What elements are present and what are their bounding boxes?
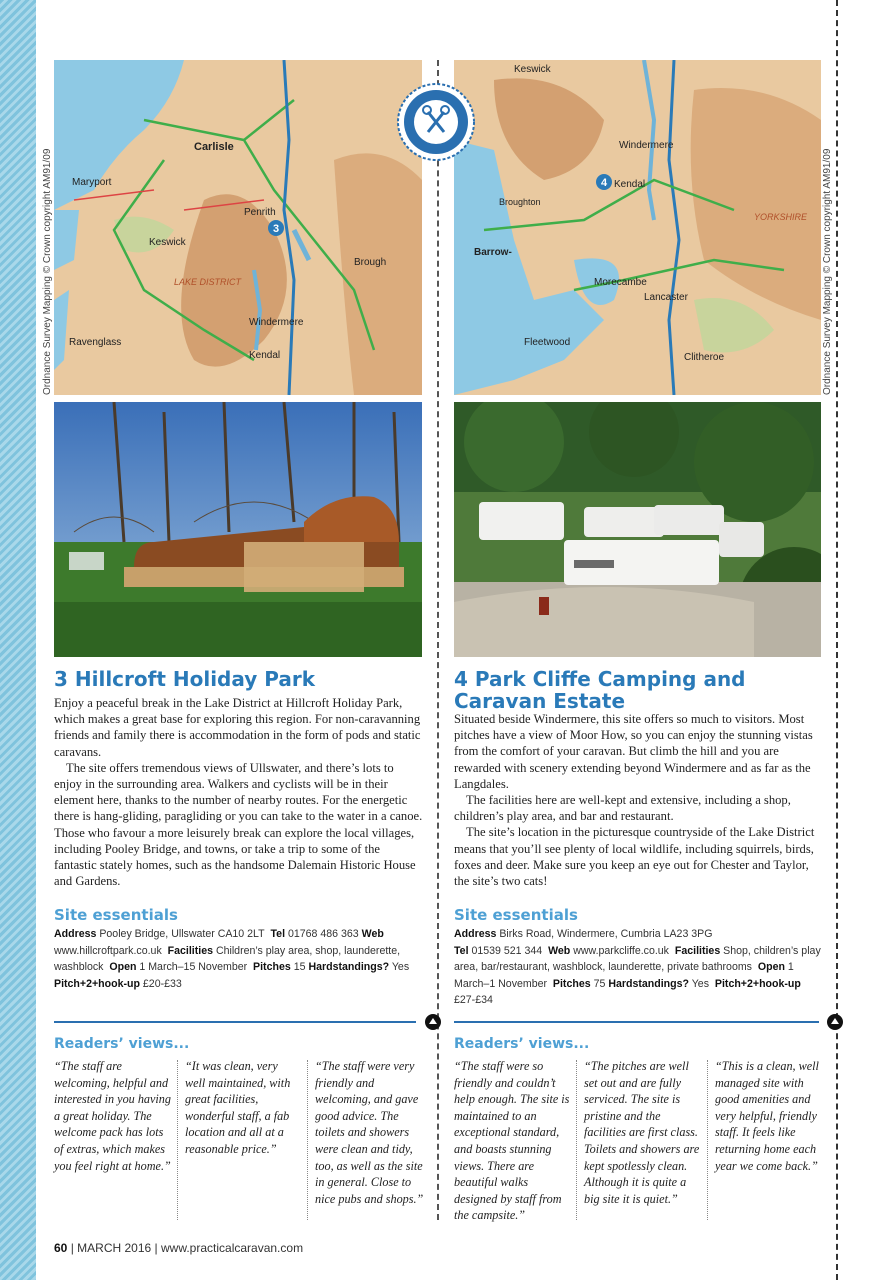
svg-text:Broughton: Broughton	[499, 197, 541, 207]
park3-quote-1: “The staff are welcoming, helpful and interested in you having a great holiday. The welcome pack has lots of extras, which makes you feel right at home.”	[54, 1059, 171, 1173]
svg-text:YORKSHIRE: YORKSHIRE	[754, 212, 808, 222]
quote-divider	[707, 1060, 708, 1220]
hardstandings-value: Yes	[691, 977, 710, 990]
park3-essentials	[54, 926, 424, 992]
svg-text:Windermere: Windermere	[249, 317, 304, 328]
cut-line	[836, 0, 838, 1280]
svg-text:Ravenglass: Ravenglass	[69, 337, 122, 348]
left-map	[54, 60, 422, 395]
column-divider	[437, 60, 439, 1220]
svg-text:Barrow-: Barrow-	[474, 247, 512, 258]
caravan-icon	[424, 1013, 442, 1031]
open-label: Open	[109, 961, 137, 973]
web-link[interactable]: www.hillcroftpark.co.uk	[54, 944, 162, 957]
open-label: Open	[757, 961, 785, 973]
hardstandings-label: Hardstandings?	[608, 977, 689, 990]
park3-paragraph-1: Enjoy a peaceful break in the Lake District at Hillcroft Holiday Park, which makes a great base for exploring this region. For non-caravanning friends and family there is accommodation in the form of pods and static caravans.	[54, 696, 421, 759]
tel-label: Tel	[454, 944, 469, 957]
hardstandings-value: Yes	[391, 961, 410, 973]
right-map	[454, 60, 821, 395]
page-number: 60	[54, 1241, 68, 1255]
park4-quote-3: “This is a clean, well managed site with good amenities and very helpful, friendly staff. It feels like returning home each year we come back.”	[715, 1059, 819, 1173]
map-credit-right: Ordnance Survey Mapping © Crown copyright AM91/09	[822, 148, 833, 395]
park4-essentials	[454, 926, 824, 1009]
park3-title: 3 Hillcroft Holiday Park	[54, 667, 316, 691]
pitches-value: 75	[593, 977, 606, 990]
tel-value: 01768 486 363	[287, 928, 359, 940]
address-value: Pooley Bridge, Ullswater CA10 2LT	[99, 928, 265, 940]
price-value: £20-£33	[142, 977, 182, 990]
svg-text:LAKE DISTRICT: LAKE DISTRICT	[174, 277, 242, 287]
park4-paragraph-2: The facilities here are well-kept and extensive, including a shop, children’s play area, and bar and restaurant.	[454, 793, 791, 824]
pitches-label: Pitches	[552, 977, 591, 990]
open-value: 1 March–1 November	[454, 961, 794, 990]
park3-essentials-heading: Site essentials	[54, 906, 178, 924]
photo-park-cliffe-caravans	[454, 402, 821, 657]
quote-divider	[177, 1060, 178, 1220]
address-label: Address	[454, 928, 497, 940]
svg-text:Carlisle: Carlisle	[194, 141, 234, 153]
map-marker-4: 4	[600, 177, 608, 189]
section-rule-right	[454, 1021, 819, 1023]
svg-text:Kendal: Kendal	[614, 179, 646, 190]
park4-title: 4 Park Cliffe Camping and Caravan Estate	[454, 667, 746, 713]
map-marker-3: 3	[272, 223, 280, 235]
price-value: £27-£34	[454, 994, 493, 1006]
park4-essentials-heading: Site essentials	[454, 906, 578, 924]
quote-divider	[576, 1060, 577, 1220]
open-value: 1 March–15 November	[139, 961, 248, 973]
web-link[interactable]: www.parkcliffe.co.uk	[573, 944, 669, 957]
park4-readers-heading: Readers’ views...	[454, 1036, 590, 1052]
map-credit-left: Ordnance Survey Mapping © Crown copyright AM91/09	[42, 148, 53, 395]
caravan-icon	[826, 1013, 844, 1031]
svg-text:Keswick: Keswick	[149, 237, 186, 248]
svg-text:Brough: Brough	[354, 257, 387, 268]
park4-quote-1: “The staff were so friendly and couldn’t help enough. The site is maintained to an exceptional standard, and boasts stunning views. There are beautiful walks designed by staff from the campsite.”	[454, 1059, 570, 1223]
svg-text:Keswick: Keswick	[514, 64, 551, 75]
svg-text:Clitheroe: Clitheroe	[684, 352, 725, 363]
cut-out-keep-stamp	[396, 82, 476, 162]
address-label: Address	[54, 928, 97, 940]
facilities-value: Children’s play area, shop, launderette, washblock	[54, 944, 401, 973]
decorative-side-strip	[0, 0, 36, 1280]
svg-text:Penrith: Penrith	[244, 207, 276, 218]
park3-quote-2: “It was clean, very well maintained, with great facilities, wonderful staff, a fab location and all at a reasonable price.”	[185, 1059, 291, 1156]
section-rule-left	[54, 1021, 416, 1023]
hardstandings-label: Hardstandings?	[308, 961, 390, 973]
svg-text:Windermere: Windermere	[619, 140, 674, 151]
pitches-label: Pitches	[253, 961, 291, 973]
price-label: Pitch+2+hook-up	[714, 977, 801, 990]
park3-body	[54, 695, 424, 889]
park3-readers-heading: Readers’ views...	[54, 1036, 190, 1052]
tel-label: Tel	[270, 928, 286, 940]
web-label: Web	[361, 928, 384, 940]
svg-text:Kendal: Kendal	[249, 350, 281, 361]
website-link[interactable]: www.practicalcaravan.com	[161, 1241, 304, 1255]
facilities-label: Facilities	[167, 944, 213, 957]
park4-quote-2: “The pitches are well set out and are fully serviced. The site is pristine and the facilities are first class. Toilets and showers are kept spotlessly clean. Although it is quite a big site it is quiet.”	[584, 1059, 700, 1206]
footer-separator: |	[70, 1241, 74, 1255]
svg-text:Morecambe: Morecambe	[594, 277, 647, 288]
web-label: Web	[548, 944, 571, 957]
svg-text:Lancaster: Lancaster	[644, 292, 688, 303]
park4-paragraph-3: The site’s location in the picturesque countryside of the Lake District means that you’ll see plenty of local wildlife, including squirrels, birds, foxes and deer. Make sure you keep an eye out for Chester and Taylor, the site’s two cats!	[454, 825, 815, 889]
footer-separator: |	[154, 1241, 158, 1255]
page-footer	[54, 1241, 303, 1255]
park4-paragraph-1: Situated beside Windermere, this site offers so much to visitors. Most pitches have a view of Moor How, so you can enjoy the stunning vistas from the comfort of your caravan. But climb the hill and you are rewarded with scenery extending beyond Windermere and as far as the Langdales.	[454, 712, 813, 791]
park3-quote-3: “The staff were very friendly and welcoming, and gave good advice. The toilets and showers were clean and tidy, too, as well as the site in general. Close to nice pubs and shops.”	[315, 1059, 424, 1206]
price-label: Pitch+2+hook-up	[54, 977, 140, 990]
pitches-value: 15	[293, 961, 306, 973]
issue-date: MARCH 2016	[77, 1241, 152, 1255]
facilities-value: Shop, children’s play area, bar/restaurant, washblock, launderette, private bathrooms	[454, 944, 821, 973]
facilities-label: Facilities	[674, 944, 721, 957]
quote-divider	[307, 1060, 308, 1220]
svg-text:Fleetwood: Fleetwood	[524, 337, 571, 348]
svg-text:Maryport: Maryport	[72, 177, 112, 188]
park3-paragraph-2: The site offers tremendous views of Ullswater, and there’s lots to enjoy in the surrounding area. Walkers and cyclists will be in their element here, thanks to the number of nearby routes. For the energetic there is hang-gliding, paragliding or you can take to the water in a canoe. Those who favour a more leisurely break can explore the local villages, including Pooley Bridge, and towns, or take a trip to some of the fantastic stately homes, such as the handsome Dalemain Historic House and Gardens.	[54, 760, 423, 889]
park4-body	[454, 711, 824, 889]
address-value: Birks Road, Windermere, Cumbria LA23 3PG	[499, 928, 713, 940]
photo-hillcroft-pods	[54, 402, 422, 657]
tel-value: 01539 521 344	[471, 944, 543, 957]
